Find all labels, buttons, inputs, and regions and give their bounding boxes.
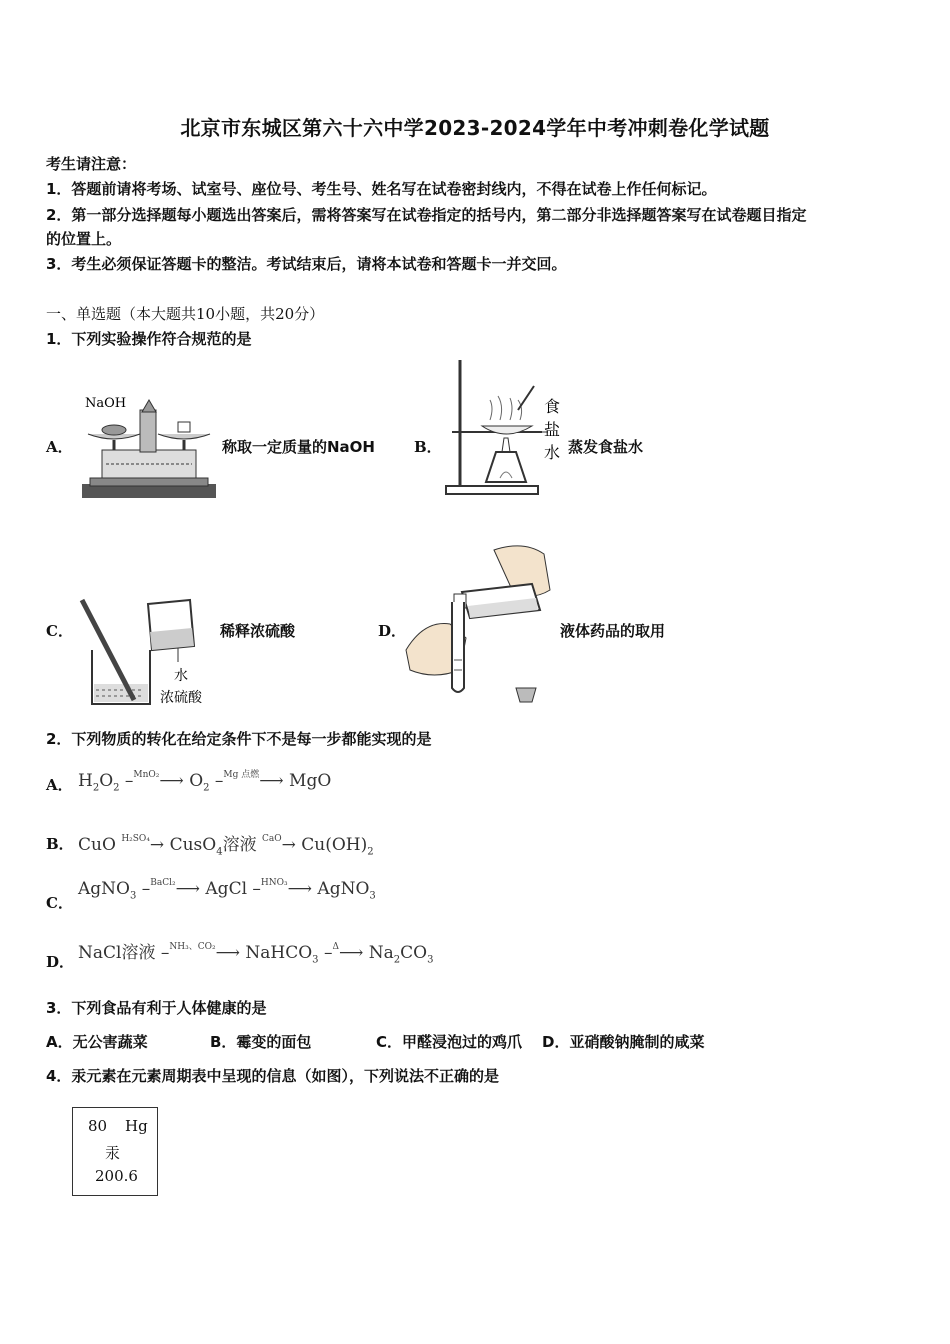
q1-option-a-label: A． — [46, 438, 73, 456]
svg-text:水: 水 — [544, 443, 561, 462]
element-card-mercury — [72, 1107, 158, 1196]
q1-option-d-text: 液体药品的取用 — [560, 622, 666, 640]
balance-label: NaOH — [85, 396, 127, 411]
q3-option-a: A．无公害蔬菜 — [46, 1033, 148, 1051]
evaporation-figure — [444, 360, 574, 500]
q3-stem: 3．下列食品有利于人体健康的是 — [46, 999, 267, 1017]
notice-item-2-cont: 的位置上。 — [46, 230, 122, 248]
q3-option-d: D．亚硝酸钠腌制的咸菜 — [542, 1033, 705, 1051]
notice-heading: 考生请注意： — [46, 155, 137, 173]
section-heading: 一、单选题（本大题共10小题，共20分） — [46, 305, 325, 323]
q2-option-b-formula: CuO $^{H_2SO_4}$→ CusO$_4$溶液 $^{CaO}\to Cu(OH)_2$ — [78, 834, 374, 858]
q4-stem: 4．汞元素在元素周期表中呈现的信息（如图），下列说法不正确的是 — [46, 1067, 499, 1085]
q1-option-a-text: 称取一定质量的NaOH — [222, 438, 375, 456]
q2-option-a-label: A． — [46, 776, 73, 794]
q3-option-c: C．甲醛浸泡过的鸡爪 — [376, 1033, 523, 1051]
balance-figure — [80, 392, 218, 500]
atomic-number: 80 — [88, 1117, 108, 1135]
notice-item-1: 1．答题前请将考场、试室号、座位号、考生号、姓名写在试卷密封线内，不得在试卷上作任何标记。 — [46, 180, 717, 198]
pouring-figure — [404, 540, 554, 708]
q1-option-c-label: C． — [46, 622, 73, 640]
q3-option-b: B．霉变的面包 — [210, 1033, 312, 1051]
element-name: 汞 — [105, 1144, 121, 1162]
q2-option-a-formula: $H_2O_2$ –$^{MnO_2}$⟶ $O_2$ –$^{Mg 点燃}$⟶ MgO — [78, 770, 332, 794]
water-label: 水 — [174, 668, 188, 684]
q2-option-c-formula: AgNO$_3$ –$^{BaCl_2}$⟶ AgCl –$^{HNO_3}$⟶ AgNO$_3$ — [78, 878, 376, 902]
q1-option-c-text: 稀释浓硫酸 — [220, 622, 296, 640]
q1-option-b-text: 蒸发食盐水 — [568, 438, 644, 456]
q2-option-d-label: D． — [46, 953, 75, 971]
q2-option-d-formula: NaCl溶液 –$^{NH_3、CO_2}$⟶ NaHCO$_3$ –$^\Delta$⟶ $Na_2CO_3$ — [78, 942, 434, 966]
q2-option-b-label: B． — [46, 835, 74, 853]
q1-option-d-label: D． — [378, 622, 407, 640]
page-title: 北京市东城区第六十六中学2023-2024学年中考冲刺卷化学试题 — [180, 116, 770, 140]
q2-option-c-label: C． — [46, 894, 73, 912]
q1-option-b-label: B． — [414, 438, 442, 456]
notice-item-3: 3．考生必须保证答题卡的整洁。考试结束后，请将本试卷和答题卡一并交回。 — [46, 255, 567, 273]
q1-stem: 1．下列实验操作符合规范的是 — [46, 330, 252, 348]
element-symbol: Hg — [125, 1117, 148, 1135]
atomic-mass: 200.6 — [95, 1167, 138, 1185]
q2-stem: 2．下列物质的转化在给定条件下不是每一步都能实现的是 — [46, 730, 432, 748]
dilution-figure — [78, 596, 218, 710]
svg-text:盐: 盐 — [544, 420, 561, 439]
acid-label: 浓硫酸 — [160, 690, 202, 706]
notice-item-2: 2．第一部分选择题每小题选出答案后，需将答案写在试卷指定的括号内，第二部分非选择题答案写在试卷题目指定 — [46, 206, 807, 224]
svg-text:食: 食 — [544, 397, 561, 416]
